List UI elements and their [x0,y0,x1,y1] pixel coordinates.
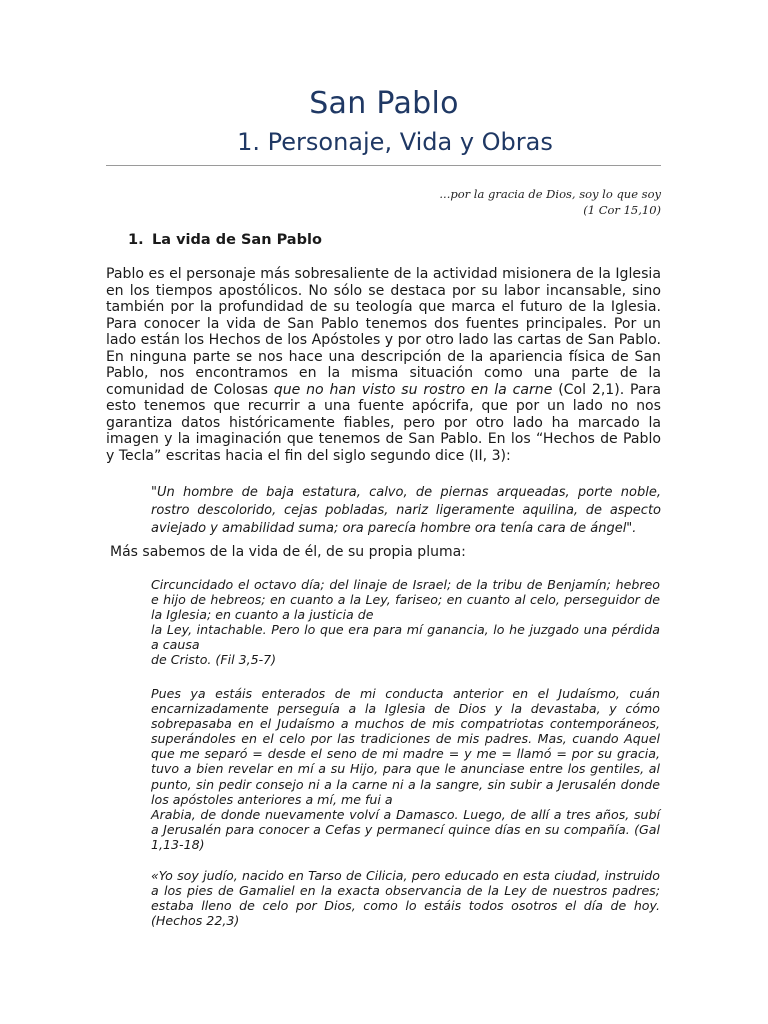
quote-line: Pues ya estáis enterados de mi conducta anterior en el Judaísmo, cuán [151,686,660,701]
quote-line: Arabia, de donde nuevamente volví a Damasco. Luego, de allí a tres años, subí [151,806,660,822]
quote-line: 1,13-18) [151,836,205,852]
page-subtitle: 1. Personaje, Vida y Obras [237,128,553,156]
epigraph-reference: (1 Cor 15,10) [583,203,661,217]
quote-line: (Hechos 22,3) [151,913,240,929]
quote-line: la Iglesia; en cuanto a la justicia de [151,607,374,623]
quote-line: sobrepasaba en el Judaísmo a muchos de mis compatriotas contemporáneos, [151,716,660,732]
quote-line: superándoles en el celo por las tradiciones de mis padres. Mas, cuando Aquel [151,731,660,747]
quote-line: a causa [151,637,200,653]
intro-sentence: Más sabemos de la vida de él, de su propia pluma: [110,544,466,560]
paragraph-text-1: Pablo es el personaje más sobresaliente de la actividad misionera de la Iglesia en los tiempos apostólicos. No sólo se destaca por su labor incansable, sino también por la profundidad de su teología que marca el futuro de la Iglesia. Para conocer la vida de San Pablo tenemos dos fuentes principales. Por un lado están los Hechos de los Apóstoles y por otro lado las cartas de San Pablo. En ninguna parte se nos hace una descripción de la apariencia física de San Pablo, nos encontramos en la misma situación como una parte de la comunidad de Colosas [106,266,661,398]
quote-line: los apóstoles anteriores a mí, me fui a [151,791,393,807]
page-title: San Pablo [309,86,459,121]
quote-line: «Yo soy judío, nacido en Tarso de Cilicia, pero educado en esta ciudad, instruido [151,868,660,883]
quote-line: que me separó = desde el seno de mi madre = y me = llamó = por su gracia, [151,746,660,762]
epigraph [261,186,661,218]
quote-line: a Jerusalén para conocer a Cefas y permanecí quince días en su compañía. (Gal [151,821,660,837]
paragraph-italic-quote: que no han visto su rostro en la carne [273,381,553,398]
epigraph-text: ...por la gracia de Dios, soy lo que soy [439,187,661,201]
paragraph-text-2: (Col 2,1). Para esto tenemos que recurrir a una fuente apócrifa, que por un lado no nos garantiza datos históricamente fiables, pero por otro lado ha marcado la imagen y la imaginación que tenemos de San Pablo. En los “Hechos de Pablo y Tecla” escritas hacia el fin del siglo segundo dice (II, 3): [106,381,661,464]
quote-block-philippians [151,577,660,668]
quote-line: a los pies de Gamaliel en la exacta observancia de la Ley de nuestros padres; [151,883,660,899]
section-heading [128,232,322,248]
section-number: 1. [128,232,144,248]
quote-line: punto, sin pedir consejo ni a la carne ni a la sangre, sin subir a Jerusalén donde [151,776,660,792]
apocryphal-quote: "Un hombre de baja estatura, calvo, de piernas arqueadas, porte noble, rostro descolorido, cejas pobladas, nariz ligeramente aquilina, de aspecto aviejado y amabilidad suma; ora parecía hombre ora tenía cara de ángel". [151,485,661,536]
title-divider [106,165,661,166]
quote-line: estaba lleno de celo por Dios, como lo estáis todos osotros el día de hoy. [151,898,660,914]
quote-line: de Cristo. (Fil 3,5-7) [151,652,277,668]
quote-block-galatians [151,686,660,852]
quote-line: tuvo a bien revelar en mí a su Hijo, para que le anunciase entre los gentiles, al [151,761,660,777]
body-paragraph [106,266,661,464]
section-title: La vida de San Pablo [152,232,322,248]
quote-line: e hijo de hebreos; en cuanto a la Ley, fariseo; en cuanto al celo, perseguidor de [151,592,660,608]
quote-line: Circuncidado el octavo día; del linaje de Israel; de la tribu de Benjamín; hebreo [151,577,660,592]
quote-block-acts [151,868,660,928]
quote-line: la Ley, intachable. Pero lo que era para mí ganancia, lo he juzgado una pérdida [151,622,660,638]
quote-line: encarnizadamente perseguía a la Iglesia de Dios y la devastaba, y cómo [151,701,660,717]
